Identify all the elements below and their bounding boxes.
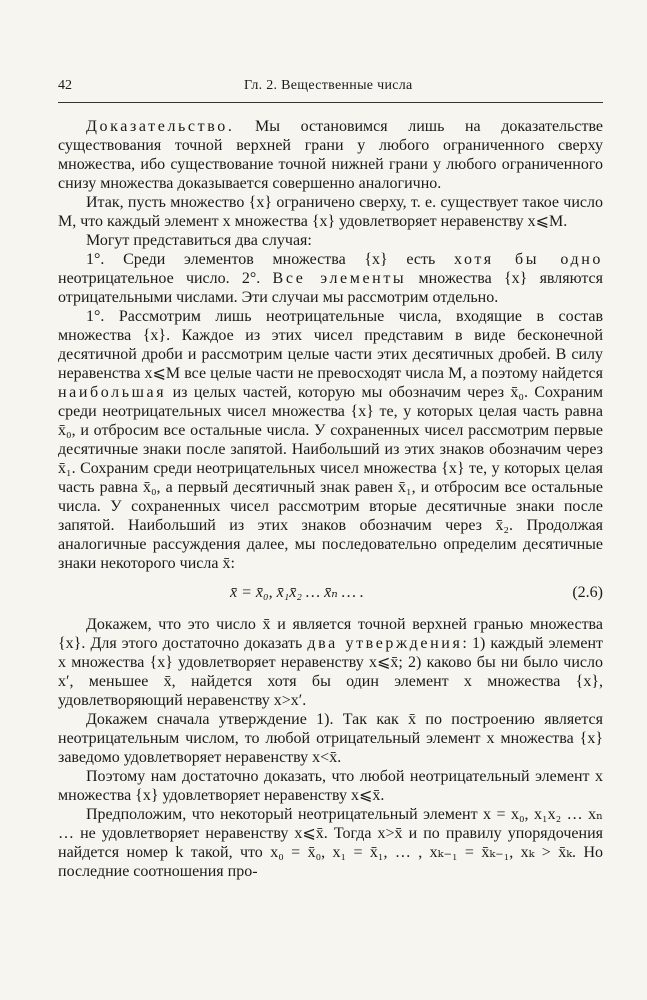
emphasis-at-least-one: хотя бы одно	[453, 251, 604, 268]
paragraph-suppose: Предположим, что некоторый неотрицательный элемент x = x₀, x₁x₂ … xₙ … не удовлетворяет неравенству x⩽x̄. Тогда x>x̄ и по правилу упорядочения найдется номер k такой, что x₀ = x̄₀, x₁ = x̄₁, … , xₖ₋₁ = x̄ₖ₋₁, xₖ > x̄ₖ. Но последние соотношения про-	[58, 806, 603, 880]
emphasis-largest: наибольшая	[58, 384, 167, 401]
emphasis-all-elements: Все элементы	[272, 270, 407, 287]
paragraph-cases-list	[58, 250, 603, 307]
page-body	[58, 117, 603, 881]
header-rule	[58, 102, 603, 103]
formula-number: (2.6)	[572, 584, 603, 601]
proof-label: Доказательство.	[86, 118, 235, 135]
paragraph-bounded-set: Итак, пусть множество {x} ограничено сверху, т. е. существует такое число M, что каждый элемент x множества {x} удовлетворяет неравенству x⩽M.	[58, 194, 603, 230]
proof-intro-text: Мы остановимся лишь на доказательстве существования точной верхней грани у любого ограниченного сверху множества, ибо существование точной нижней грани у любого ограниченного снизу множества доказывается совершенно аналогично.	[58, 118, 603, 192]
emphasis-two-statements: два утверждения	[307, 635, 463, 652]
page-number: 42	[58, 78, 72, 93]
case-one-text-a: 1°. Рассмотрим лишь неотрицательные числа, входящие в состав множества {x}. Каждое из этих чисел представим в виде бесконечной десятичной дроби и рассмотрим целые части этих десятичных дробей. В силу неравенства x⩽M все целые части не превосходят числа M, а поэтому найдется	[58, 308, 603, 382]
display-formula	[58, 579, 603, 611]
statements-text-c: : 1) каждый элемент x множества {x} удовлетворяет неравенству x⩽x̄; 2) каково бы ни было число x′, меньшее x̄, найдется хотя бы один элемент x множества {x}, удовлетворяющий неравенству x>x′.	[58, 635, 604, 709]
paragraph-two-statements	[58, 615, 603, 710]
case-one-text-c: из целых частей, которую мы обозначим через x̄₀. Сохраним среди неотрицательных чисел множества {x} те, у которых целая часть равна x̄₀, и отбросим все остальные числа. У сохраненных чисел рассмотрим первые десятичные знаки после запятой. Наибольший из этих знаков обозначим через x̄₁. Сохраним среди неотрицательных чисел множества {x} те, у которых целая часть равна x̄₀, а первый десятичный знак равен x̄₁, и отбросим все остальные числа. У сохраненных чисел рассмотрим вторые десятичные знаки после запятой. Наибольший из этих знаков обозначим через x̄₂. Продолжая аналогичные рассуждения далее, мы последовательно определим десятичные знаки некоторого числа x̄:	[58, 384, 603, 572]
running-title: Гл. 2. Вещественные числа	[244, 78, 413, 93]
paragraph-case-one	[58, 307, 603, 573]
paragraph-nonnegative: Поэтому нам достаточно доказать, что любой неотрицательный элемент x множества {x} удовлетворяет неравенству x⩽x̄.	[58, 768, 603, 804]
paragraph-statement-one: Докажем сначала утверждение 1). Так как x̄ по построению является неотрицательным числом, то любой отрицательный элемент x множества {x} заведомо удовлетворяет неравенству x<x̄.	[58, 711, 603, 766]
formula-expression: x̄ = x̄₀, x̄₁x̄₂ … x̄ₙ … .	[230, 584, 364, 601]
cases-text-a: 1°. Среди элементов множества {x} есть	[86, 251, 454, 268]
cases-text-c: неотрицательное число. 2°.	[58, 270, 273, 287]
proof-paragraph	[58, 117, 603, 193]
statements-text-a: Докажем, что это число x̄ и является точной верхней гранью множества {x}. Для этого достаточно доказать	[58, 616, 603, 652]
paragraph-two-cases: Могут представиться два случая:	[86, 232, 312, 249]
cases-text-e: множества {x} являются отрицательными числами. Эти случаи мы рассмотрим отдельно.	[58, 270, 604, 306]
